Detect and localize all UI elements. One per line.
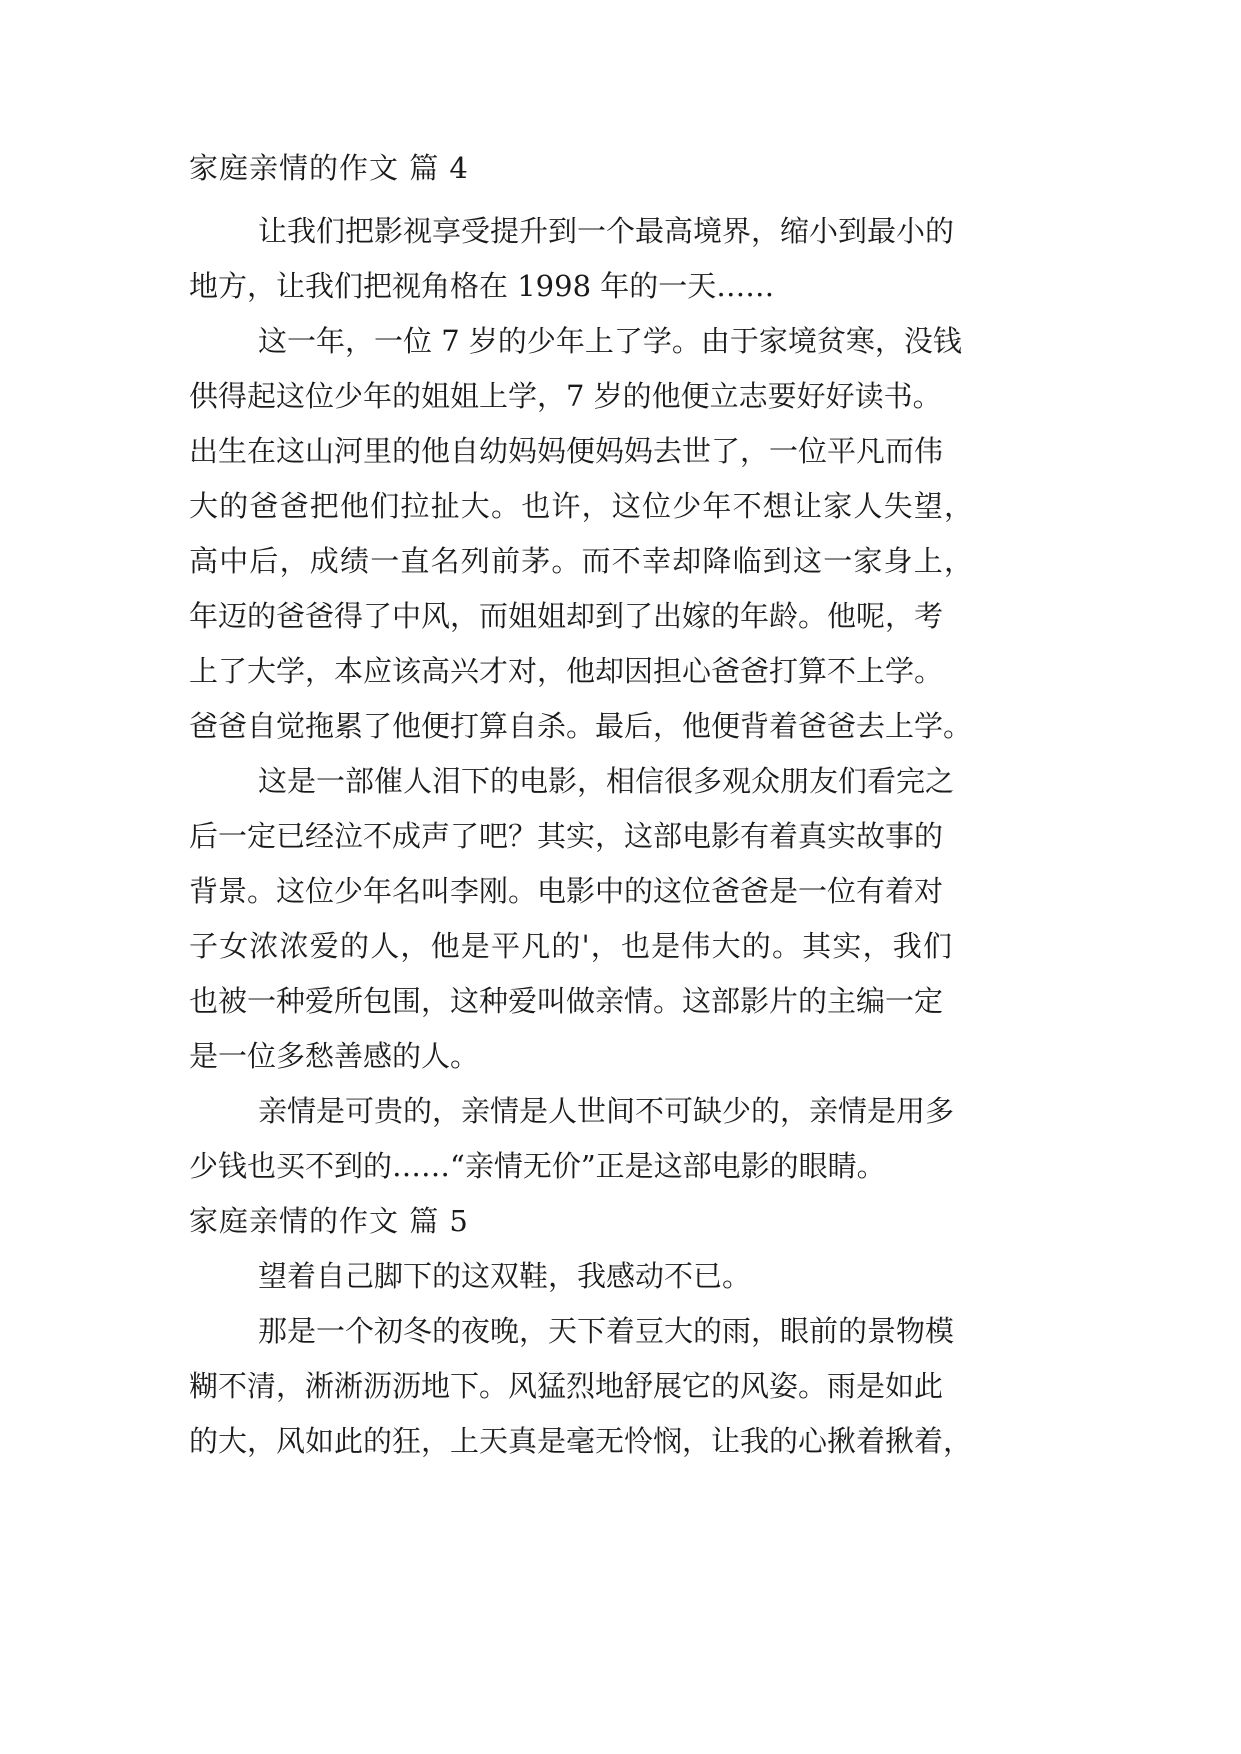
paragraph-line: 少钱也买不到的……“亲情无价”正是这部电影的眼睛。 <box>189 1149 886 1183</box>
paragraph-line: 上了大学，本应该高兴才对，他却因担心爸爸打算不上学。 <box>189 654 944 688</box>
paragraph-line: 高中后，成绩一直名列前茅。而不幸却降临到这一家身上， <box>189 544 975 578</box>
paragraph-line: 后一定已经泣不成声了吧？其实，这部电影有着真实故事的 <box>189 819 944 853</box>
paragraph-line: 亲情是可贵的，亲情是人世间不可缺少的，亲情是用多 <box>258 1094 955 1128</box>
paragraph-line: 也被一种爱所包围，这种爱叫做亲情。这部影片的主编一定 <box>189 984 944 1018</box>
paragraph-line: 的大，风如此的狂，上天真是毫无怜悯，让我的心揪着揪着， <box>189 1424 973 1458</box>
paragraph-line: 糊不清，淅淅沥沥地下。风猛烈地舒展它的风姿。雨是如此 <box>189 1369 944 1403</box>
paragraph-line: 年迈的爸爸得了中风，而姐姐却到了出嫁的年龄。他呢，考 <box>189 599 944 633</box>
paragraph-line: 出生在这山河里的他自幼妈妈便妈妈去世了，一位平凡而伟 <box>189 434 944 468</box>
paragraph-line: 那是一个初冬的夜晚，天下着豆大的雨，眼前的景物模 <box>258 1314 955 1348</box>
paragraph-line: 背景。这位少年名叫李刚。电影中的这位爸爸是一位有着对 <box>189 874 944 908</box>
paragraph-line: 爸爸自觉拖累了他便打算自杀。最后，他便背着爸爸去上学。 <box>189 709 973 743</box>
paragraph-line: 这一年，一位 7 岁的少年上了学。由于家境贫寒，没钱 <box>258 324 962 358</box>
paragraph-line: 让我们把影视享受提升到一个最高境界，缩小到最小的 <box>258 214 955 248</box>
section-heading: 家庭亲情的作文 篇 5 <box>189 1204 469 1238</box>
paragraph-line: 供得起这位少年的姐姐上学，7 岁的他便立志要好好读书。 <box>189 379 942 413</box>
paragraph-line: 子女浓浓爱的人，他是平凡的'，也是伟大的。其实，我们 <box>189 929 954 963</box>
paragraph-line: 望着自己脚下的这双鞋，我感动不已。 <box>258 1259 752 1293</box>
paragraph-line: 地方，让我们把视角格在 1998 年的一天…… <box>189 269 775 303</box>
section-heading: 家庭亲情的作文 篇 4 <box>189 151 469 185</box>
paragraph-line: 是一位多愁善感的人。 <box>189 1039 480 1073</box>
paragraph-line: 大的爸爸把他们拉扯大。也许，这位少年不想让家人失望， <box>189 489 975 523</box>
paragraph-line: 这是一部催人泪下的电影，相信很多观众朋友们看完之 <box>258 764 955 798</box>
